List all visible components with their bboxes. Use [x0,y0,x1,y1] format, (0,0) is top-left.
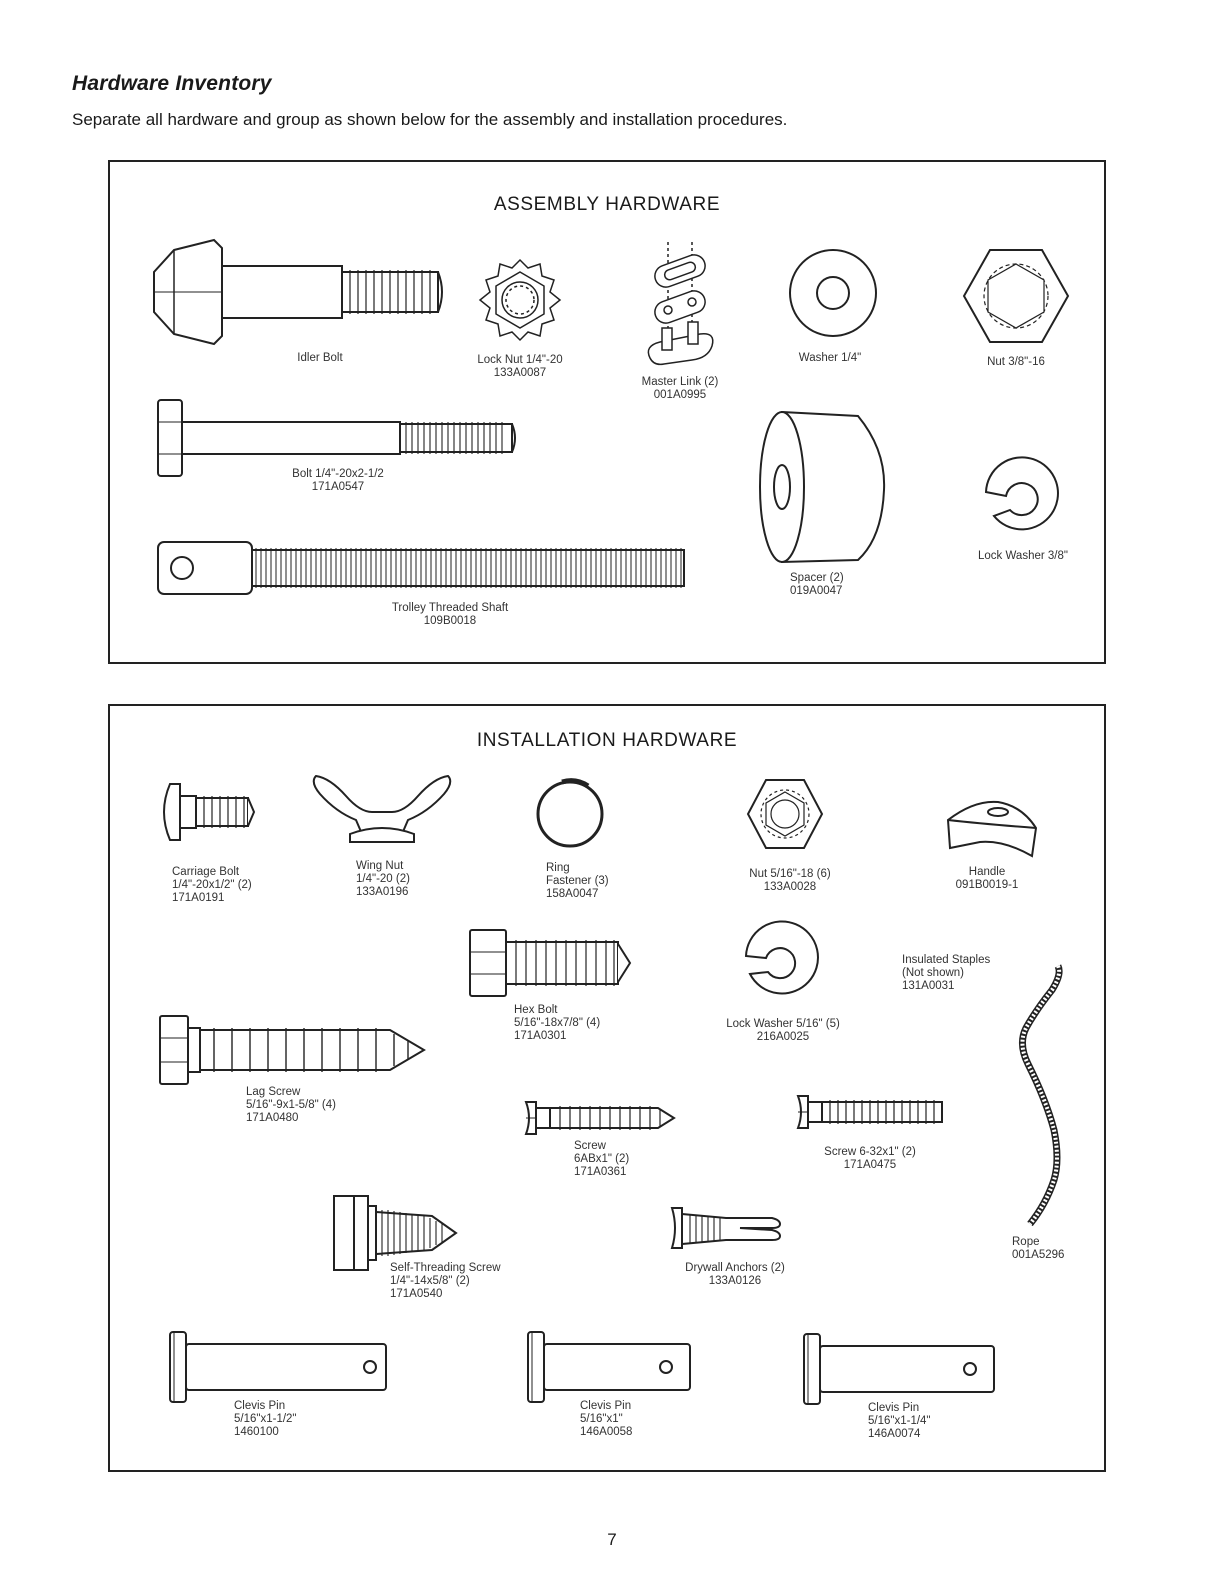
lock-washer-small-icon [736,920,822,1006]
rope-name: Rope [1012,1236,1040,1248]
clevis-pin-3-icon [802,1332,998,1406]
nut-name: Nut 3/8"-16 [987,356,1045,368]
master-link-name: Master Link (2) [641,376,719,388]
clevis-pin-1-name: Clevis Pin [234,1400,286,1412]
spacer-icon [758,410,888,564]
handle-part: 091B0019-1 [955,879,1019,891]
rope-part: 001A5296 [1012,1249,1065,1261]
drywall-anchors-part: 133A0126 [708,1275,762,1287]
spacer-label [790,572,890,598]
intro-text: Separate all hardware and group as shown below for the assembly and installation procedures. [72,110,788,129]
bolt-label [278,468,398,494]
drywall-anchors-label [670,1262,800,1288]
wing-nut-part: 133A0196 [356,886,409,898]
page-heading: Hardware Inventory [72,72,272,95]
master-link-label [630,376,730,402]
carriage-bolt-name: Carriage Bolt [172,866,240,878]
clevis-pin-2-name: Clevis Pin [580,1400,632,1412]
trolley-shaft-name: Trolley Threaded Shaft [391,602,509,614]
master-link-part: 001A0995 [653,389,707,401]
staples-size: (Not shown) [902,967,964,979]
handle-icon [944,798,1040,860]
rope-label [1012,1236,1092,1262]
drywall-anchor-icon [668,1204,782,1252]
drywall-anchors-name: Drywall Anchors (2) [685,1262,785,1274]
screw-632-name: Screw 6-32x1" (2) [824,1146,916,1158]
clevis-pin-2-icon [526,1330,694,1404]
clevis-pin-3-label [868,1402,968,1441]
bolt-name: Bolt 1/4"-20x2-1/2 [292,468,384,480]
lag-screw-icon [158,1012,428,1088]
screw-632-part: 171A0475 [843,1159,897,1171]
lock-washer-name: Lock Washer 3/8" [978,550,1068,562]
lock-nut-part: 133A0087 [493,367,547,379]
clevis-pin-2-size: 5/16"x1" [580,1413,623,1425]
lock-nut-label [470,354,570,380]
wing-nut-label [356,860,456,899]
screw-632-icon [796,1092,946,1132]
clevis-pin-1-icon [168,1330,390,1404]
rope-icon [1016,960,1066,1230]
lock-washer-small-label [708,1018,858,1044]
spacer-part: 019A0047 [790,585,843,597]
wing-nut-name: Wing Nut [356,860,404,872]
washer-icon [788,248,878,338]
lock-washer-small-part: 216A0025 [756,1031,810,1043]
lag-screw-part: 171A0480 [246,1112,299,1124]
master-link-icon [640,242,720,368]
wing-nut-size: 1/4"-20 (2) [356,873,410,885]
lock-washer-small-name: Lock Washer 5/16" (5) [726,1018,840,1030]
screw-6ab-icon [524,1098,676,1138]
clevis-pin-1-part: 1460100 [234,1426,279,1438]
clevis-pin-2-label [580,1400,680,1439]
lock-nut-name: Lock Nut 1/4"-20 [477,354,563,366]
self-threading-size: 1/4"-14x5/8" (2) [390,1275,470,1287]
trolley-threaded-shaft-icon [156,538,690,598]
page-number: 7 [607,1530,617,1549]
ring-fastener-icon [532,776,608,852]
trolley-shaft-label [370,602,530,628]
carriage-bolt-size: 1/4"-20x1/2" (2) [172,879,252,891]
carriage-bolt-part: 171A0191 [172,892,225,904]
hex-bolt-name: Hex Bolt [514,1004,558,1016]
hex-bolt-part: 171A0301 [514,1030,567,1042]
installation-hardware-title: INSTALLATION HARDWARE [476,730,738,751]
idler-bolt-name: Idler Bolt [297,352,343,364]
bolt-icon [156,398,518,478]
lag-screw-size: 5/16"-9x1-5/8" (4) [246,1099,336,1111]
self-threading-part: 171A0540 [390,1288,443,1300]
screw-6ab-part: 171A0361 [574,1166,627,1178]
carriage-bolt-label [172,866,292,905]
ring-name: Ring [546,862,570,874]
screw-6ab-size: 6ABx1" (2) [574,1153,630,1165]
lag-screw-label [246,1086,366,1125]
ring-size: Fastener (3) [546,875,609,887]
staples-part: 131A0031 [902,980,955,992]
ring-label [546,862,646,901]
clevis-pin-2-part: 146A0058 [580,1426,633,1438]
screw-6ab-label [574,1140,674,1179]
assembly-hardware-panel [108,160,1106,664]
handle-name: Handle [968,866,1006,878]
clevis-pin-3-size: 5/16"x1-1/4" [868,1415,931,1427]
hex-nut-small-icon [746,778,824,850]
clevis-pin-1-size: 5/16"x1-1/2" [234,1413,297,1425]
clevis-pin-3-part: 146A0074 [868,1428,921,1440]
handle-label [932,866,1042,892]
staples-name: Insulated Staples [902,954,991,966]
ring-part: 158A0047 [546,888,599,900]
self-threading-name: Self-Threading Screw [390,1262,501,1274]
lock-washer-icon [974,452,1066,544]
nut-small-part: 133A0028 [763,881,817,893]
washer-name: Washer 1/4" [798,352,862,364]
nut-label [966,356,1066,369]
nut-small-label [730,868,850,894]
spacer-name: Spacer (2) [790,572,844,584]
clevis-pin-1-label [234,1400,334,1439]
self-threading-label [390,1262,530,1301]
lag-screw-name: Lag Screw [246,1086,301,1098]
wing-nut-icon [306,772,458,844]
clevis-pin-3-name: Clevis Pin [868,1402,920,1414]
staples-label [902,954,1022,993]
assembly-hardware-title: ASSEMBLY HARDWARE [493,194,721,215]
lock-washer-label [958,550,1088,563]
idler-bolt-icon [154,240,454,344]
washer-label [780,352,880,365]
hex-bolt-size: 5/16"-18x7/8" (4) [514,1017,601,1029]
idler-bolt-label [270,352,370,365]
hex-bolt-icon [468,928,634,998]
lock-nut-icon [478,258,562,342]
bolt-part: 171A0547 [311,481,365,493]
nut-small-name: Nut 5/16"-18 (6) [749,868,831,880]
installation-hardware-panel [108,704,1106,1472]
hex-nut-icon [962,248,1070,344]
trolley-shaft-part: 109B0018 [423,615,477,627]
hex-bolt-label [514,1004,634,1043]
screw-6ab-name: Screw [574,1140,606,1152]
screw-632-label [810,1146,930,1172]
carriage-bolt-icon [156,782,256,842]
